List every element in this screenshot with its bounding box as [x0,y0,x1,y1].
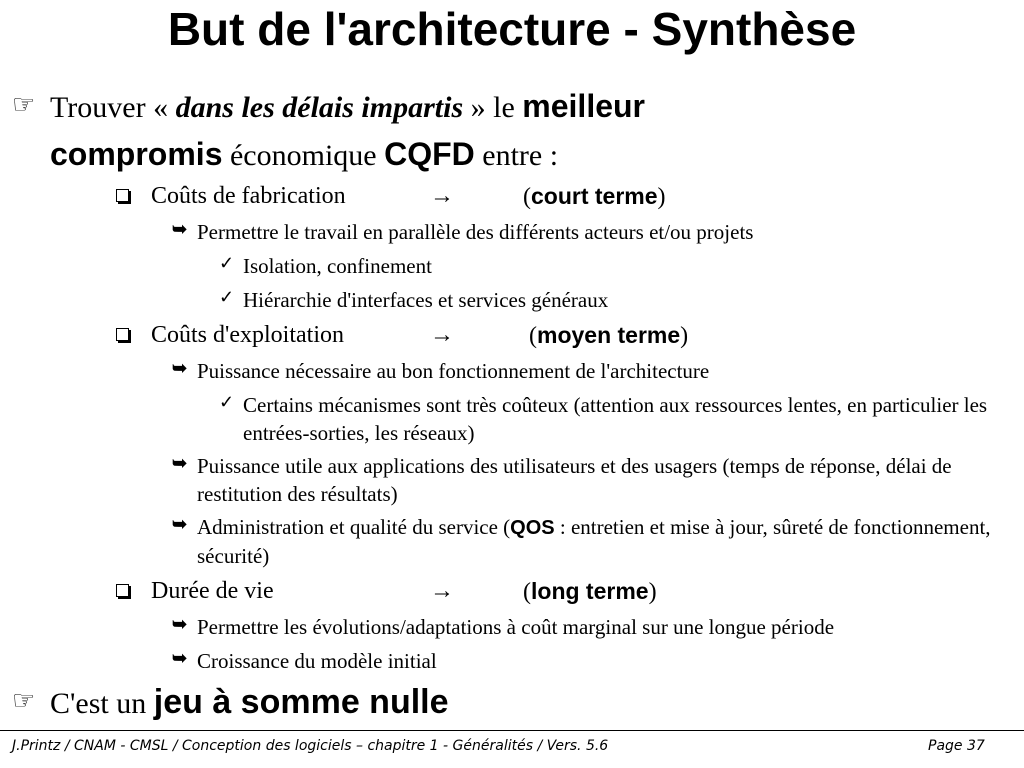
curved-arrow-icon: ➥ [172,453,188,473]
pointing-hand-icon: ☞ [12,90,36,119]
cost-term [523,577,657,606]
sub-item-text: : entretien et mise à jour, sûreté de fonctionnement, sécurité) [197,515,991,568]
term-emphasis: moyen terme [537,322,681,348]
sub-item: Permettre le travail en parallèle des différents acteurs et/ou projets [197,220,754,244]
pointing-hand-icon: ☞ [12,686,36,715]
bullet-text: économique [222,139,385,172]
checkbox-square-icon [116,189,129,207]
checkbox-square-icon [116,328,129,346]
checkmark-icon: ✓ [219,287,235,307]
curved-arrow-icon: ➥ [172,358,188,378]
bullet-emphasis: compromis [50,136,223,172]
main-bullet-line-1 [50,88,645,126]
arrow-right-icon: → [430,578,454,604]
sub-item: Croissance du modèle initial [197,649,437,673]
cost-term [529,321,688,350]
arrow-right-icon: → [430,322,454,348]
cost-label: Durée de vie [151,578,274,604]
paren: ) [657,184,666,210]
bullet-text: » le [463,91,523,124]
sub-item-emphasis: QOS [510,517,555,539]
checkbox-square-icon [116,584,129,602]
paren: ( [529,323,537,349]
check-item: Hiérarchie d'interfaces et services généraux [243,288,609,312]
bullet-emphasis: CQFD [384,136,475,172]
curved-arrow-icon: ➥ [172,514,188,534]
check-item: Isolation, confinement [243,254,432,278]
bullet-emphasis: meilleur [522,88,645,124]
cost-label: Coûts de fabrication [151,183,346,209]
cost-term [523,182,666,211]
main-bullet-line-3 [50,684,449,722]
paren: ) [648,579,657,605]
sub-item-text: Administration et qualité du service ( [197,515,511,539]
curved-arrow-icon: ➥ [172,648,188,668]
curved-arrow-icon: ➥ [172,614,188,634]
bullet-emphasis: jeu à somme nulle [153,683,449,721]
sub-item: Permettre les évolutions/adaptations à coût marginal sur une longue période [197,615,835,639]
page-number: Page 37 [928,738,985,754]
checkmark-icon: ✓ [219,253,235,273]
bullet-text: Trouver « [50,91,176,124]
paren: ( [523,184,531,210]
bullet-text: C'est un [50,687,154,720]
check-item: Certains mécanismes sont très coûteux (attention aux ressources lentes, en particulier les entrées-sorties, les réseaux) [243,393,988,445]
paren: ) [680,323,689,349]
main-bullet-line-2 [50,136,558,174]
bullet-text: entre : [474,139,559,172]
sub-item: Puissance nécessaire au bon fonctionnement de l'architecture [197,359,710,383]
checkmark-icon: ✓ [219,392,235,412]
term-emphasis: court terme [531,183,658,209]
slide-title: But de l'architecture - Synthèse [167,3,857,55]
term-emphasis: long terme [531,578,649,604]
arrow-right-icon: → [430,183,454,209]
curved-arrow-icon: ➥ [172,219,188,239]
footer-text: J.Printz / CNAM - CMSL / Conception des logiciels – chapitre 1 - Généralités / Vers. 5.6 [12,738,609,754]
cost-label: Coûts d'exploitation [151,322,344,348]
bullet-italic-phrase: dans les délais impartis [175,91,464,124]
sub-item: Puissance utile aux applications des utilisateurs et des usagers (temps de réponse, délai de restitution des résultats) [197,454,952,506]
sub-item [197,513,1012,570]
footer-divider [0,730,1024,731]
paren: ( [523,579,531,605]
